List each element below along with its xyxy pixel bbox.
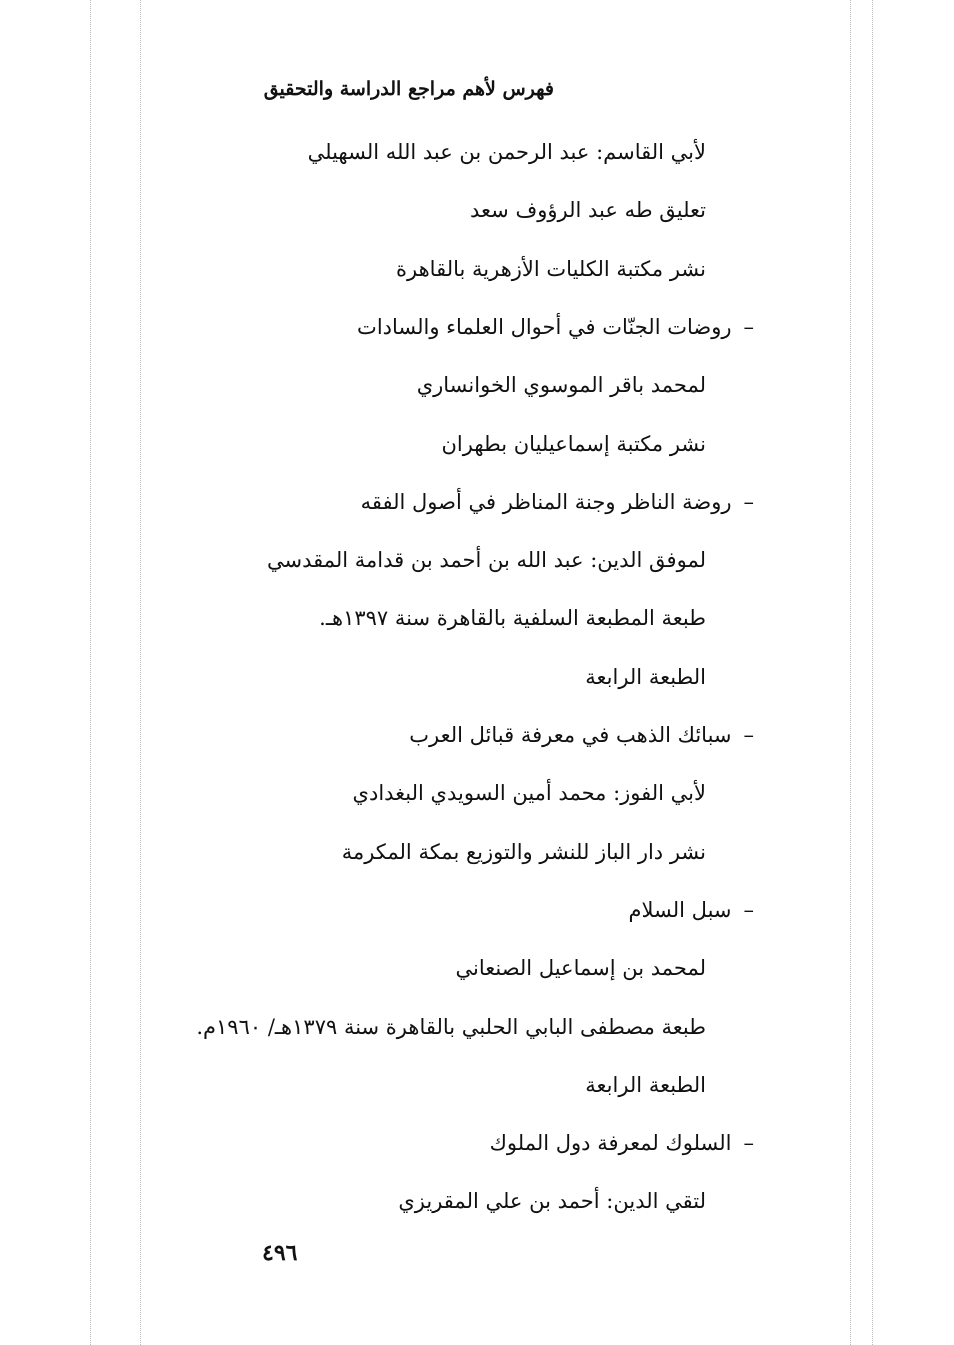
reference-detail-line: تعليق طه عبد الرؤوف سعد xyxy=(470,198,706,222)
reference-detail-line: الطبعة الرابعة xyxy=(585,1073,706,1097)
page-number: ٤٩٦ xyxy=(262,1240,298,1266)
reference-detail-line: لمحمد بن إسماعيل الصنعاني xyxy=(455,956,706,980)
reference-detail-line: لتقي الدين: أحمد بن علي المقريزي xyxy=(398,1189,706,1213)
reference-entry-title: – السلوك لمعرفة دول الملوك xyxy=(490,1127,754,1159)
reference-detail-line: نشر مكتبة إسماعيليان بطهران xyxy=(441,432,706,456)
reference-detail-line: لأبي القاسم: عبد الرحمن بن عبد الله السهيلي xyxy=(307,140,706,164)
reference-detail-line: نشر دار الباز للنشر والتوزيع بمكة المكرمة xyxy=(341,840,706,864)
scan-guide-line xyxy=(850,0,851,1345)
scan-guide-line xyxy=(872,0,873,1345)
reference-detail-line: الطبعة الرابعة xyxy=(585,665,706,689)
reference-detail-line: طبعة مصطفى البابي الحلبي بالقاهرة سنة ١٣٧٩هـ/ ١٩٦٠م. xyxy=(196,1015,706,1039)
reference-detail-line: نشر مكتبة الكليات الأزهرية بالقاهرة xyxy=(396,257,706,281)
reference-entry-title: – سبل السلام xyxy=(628,894,754,926)
scan-guide-line xyxy=(140,0,141,1345)
reference-entry-title: – روضة الناظر وجنة المناظر في أصول الفقه xyxy=(361,486,754,518)
reference-detail-line: طبعة المطبعة السلفية بالقاهرة سنة ١٣٩٧هـ. xyxy=(319,606,706,630)
reference-entry-title: – سبائك الذهب في معرفة قبائل العرب xyxy=(409,719,754,751)
reference-entry-title: – روضات الجنّات في أحوال العلماء والسادات xyxy=(357,311,754,343)
reference-detail-line: لمحمد باقر الموسوي الخوانساري xyxy=(416,373,706,397)
reference-detail-line: لموفق الدين: عبد الله بن أحمد بن قدامة المقدسي xyxy=(266,548,706,572)
reference-detail-line: لأبي الفوز: محمد أمين السويدي البغدادي xyxy=(352,781,706,805)
scan-guide-line xyxy=(90,0,91,1345)
page-header: فهرس لأهم مراجع الدراسة والتحقيق xyxy=(263,78,554,100)
